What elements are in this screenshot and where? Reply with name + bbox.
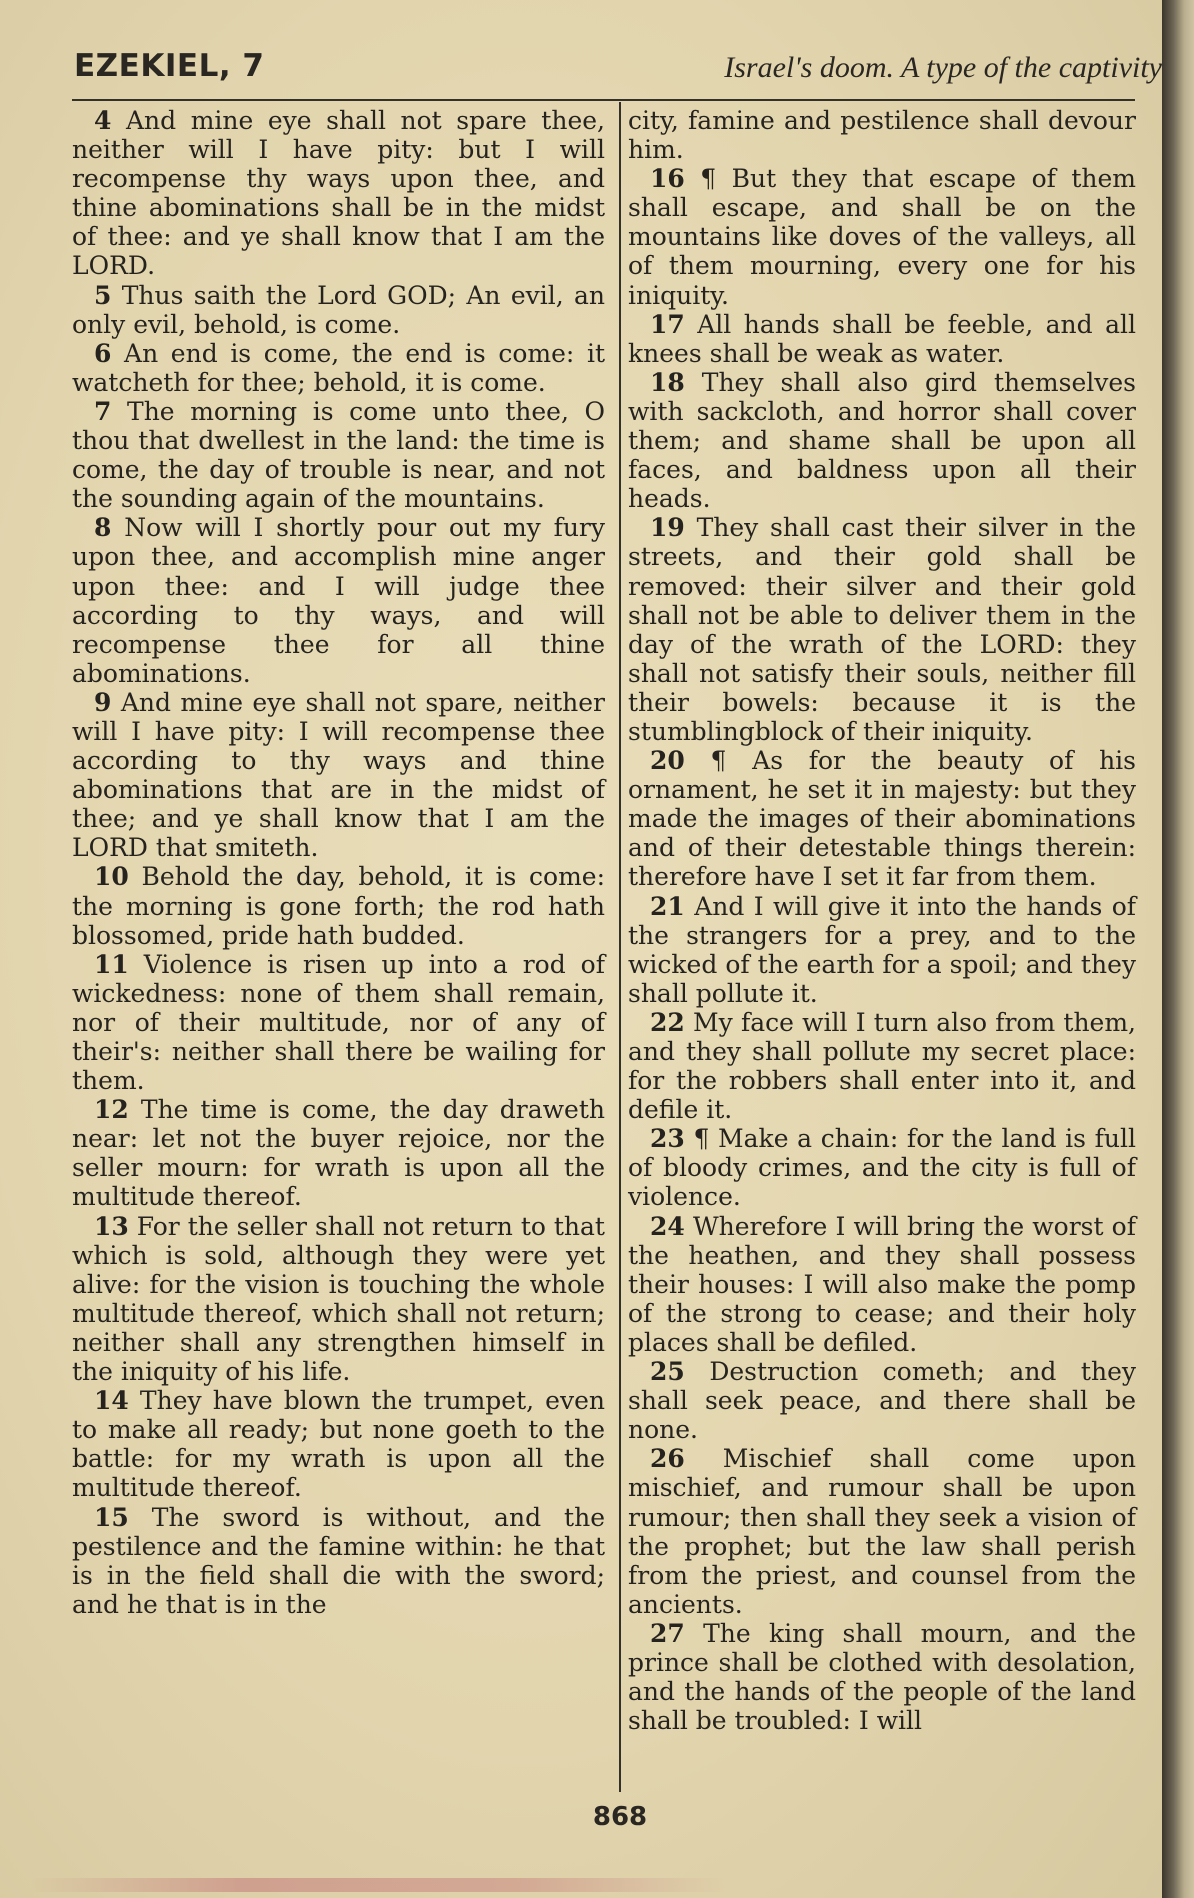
verse-number: 26 [650,1444,685,1474]
verse-number: 8 [94,513,112,543]
verse-number: 12 [94,1095,129,1125]
verse-text: My face will I turn also from them, and they shall pollute my secret place: for the robbers shall enter into it, and defile it. [628,1007,1136,1125]
verse [72,1386,605,1502]
verse-number: 4 [94,106,112,135]
verse-continuation [628,106,1136,164]
verse-text: And mine eye shall not spare, neither will I have pity: I will recompense thee according to thy ways and thine abominations that are in the midst of thee; and ye shall know that I am the LORD that smiteth. [72,687,606,863]
verse-number: 9 [94,687,112,717]
verse-text: And mine eye shall not spare thee, neither will I have pity: but I will recompense thy ways upon thee, and thine abominations shall be in the midst of thee: and ye shall know that I am the LORD. [72,106,605,281]
verse-number: 25 [650,1357,685,1387]
verse-text: city, famine and pestilence shall devour him. [628,106,1136,165]
running-title: Israel's doom. A type of the captivity [724,51,1162,84]
page-number: 868 [592,1802,648,1832]
header-rule [72,99,1135,101]
verse-number: 10 [94,862,129,892]
verse [72,1095,605,1211]
verse-number: 16 [650,164,685,194]
verse [628,1124,1136,1211]
verse-number: 7 [94,396,112,426]
verse [72,862,605,949]
verse-number: 13 [94,1211,129,1241]
verse [72,688,605,863]
verse [628,1357,1136,1444]
verse-text: The sword is without, and the pestilence and the famine within: he that is in the field shall die with the sword; and he that is in the [72,1502,605,1619]
verse [72,1212,605,1387]
verse [72,397,605,513]
verse-text: Thus saith the Lord GOD; An evil, an only evil, behold, is come. [72,280,605,339]
page-stain [30,1878,730,1892]
verse-number: 22 [650,1007,685,1037]
verse-number: 27 [650,1618,685,1648]
verse-number: 11 [94,949,129,979]
verse-number: 15 [94,1502,129,1532]
verse [628,892,1136,1008]
column-divider [619,102,621,1792]
verse-number: 24 [650,1211,685,1241]
verse [72,281,605,339]
verse [72,1503,605,1619]
verse [72,513,605,688]
verse [628,746,1136,891]
verse-number: 14 [94,1386,129,1416]
verse-text: And I will give it into the hands of the strangers for a prey, and to the wicked of the earth for a spoil; and they shall pollute it. [628,891,1136,1008]
verse [628,1444,1136,1619]
verse-number: 21 [650,891,685,921]
verse-text: ¶ As for the beauty of his ornament, he set it in majesty: but they made the images of their abominations and of their detestable things therein: therefore have I set it far from them. [628,746,1136,892]
verse [628,310,1136,368]
verse-number: 23 [650,1124,685,1154]
verse-text: Wherefore I will bring the worst of the heathen, and they shall possess their houses: I will also make the pomp of the strong to cease; and their holy places shall be defiled. [628,1211,1136,1357]
verse-text: Violence is risen up into a rod of wickedness: none of them shall remain, nor of their multitude, nor of any of their's: neither shall there be wailing for them. [72,949,605,1096]
book-gutter-edge [1162,0,1194,1898]
verse-text: For the seller shall not return to that which is sold, although they were yet alive: for the vision is touching the whole multitude thereof, which shall not return; neither shall any strengthen himself in the iniquity of his life. [72,1211,605,1387]
verse [628,1008,1136,1124]
verse [72,339,605,397]
verse-text: An end is come, the end is come: it watcheth for thee; behold, it is come. [72,338,606,397]
verse [628,1212,1136,1357]
verse [628,368,1136,513]
verse-number: 18 [650,367,685,397]
verse-text: The king shall mourn, and the prince shall be clothed with desolation, and the hands of the people of the land shall be troubled: I will [628,1618,1136,1736]
verse-number: 19 [650,513,685,543]
book-chapter-heading: EZEKIEL, 7 [74,48,265,84]
verse-text: They have blown the trumpet, even to make all ready; but none goeth to the battle: for my wrath is upon all the multitude thereof. [72,1386,605,1503]
verse-text: ¶ But they that escape of them shall escape, and shall be on the mountains like doves of the valleys, all of them mourning, every one for his iniquity. [628,164,1136,310]
verse [628,513,1136,746]
verse [628,164,1136,309]
verse [72,106,605,281]
verse-number: 5 [94,280,112,310]
verse-text: Now will I shortly pour out my fury upon thee, and accomplish mine anger upon thee: and I will judge thee according to thy ways, and will recompense thee for all thine abominations. [72,513,605,688]
verse-text: Destruction cometh; and they shall seek peace, and there shall be none. [628,1357,1136,1445]
left-column [72,106,605,1619]
verse [628,1619,1136,1735]
verse-text: They shall also gird themselves with sackcloth, and horror shall cover them; and shame shall be upon all faces, and baldness upon all their heads. [628,367,1136,514]
verse-text: The morning is come unto thee, O thou that dwellest in the land: the time is come, the day of trouble is near, and not the sounding again of the mountains. [72,396,605,514]
verse-number: 20 [650,746,685,776]
verse-text: Mischief shall come upon mischief, and rumour shall be upon rumour; then shall they seek a vision of the prophet; but the law shall perish from the priest, and counsel from the ancients. [628,1444,1136,1619]
verse-number: 6 [94,338,112,368]
verse [72,950,605,1095]
verse-text: All hands shall be feeble, and all knees shall be weak as water. [628,309,1137,368]
verse-text: The time is come, the day draweth near: let not the buyer rejoice, nor the seller mourn: for wrath is upon all the multitude thereof. [72,1095,606,1212]
verse-number: 17 [650,309,685,339]
verse-text: ¶ Make a chain: for the land is full of bloody crimes, and the city is full of violence. [628,1124,1136,1212]
verse-text: They shall cast their silver in the streets, and their gold shall be removed: their silver and their gold shall not be able to deliver them in the day of the wrath of the LORD: they shall not satisfy their souls, neither fill their bowels: because it is the stumblingblock of their iniquity. [628,513,1136,746]
right-column [628,106,1136,1735]
verse-text: Behold the day, behold, it is come: the morning is gone forth; the rod hath blossomed, pride hath budded. [72,862,605,950]
